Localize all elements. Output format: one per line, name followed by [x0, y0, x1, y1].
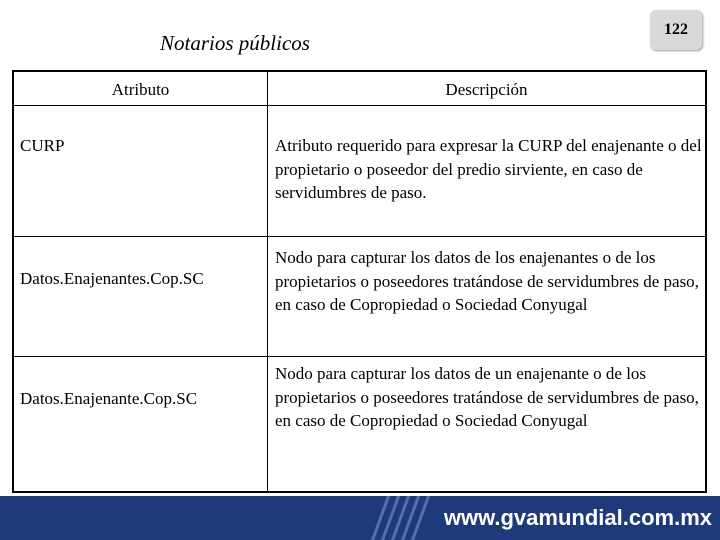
footer-url-link[interactable]: www.gvamundial.com.mx — [443, 505, 712, 530]
table-cell-description: Atributo requerido para expresar la CURP del enajenante o del propietario o poseedor del predio sirviente, en caso de servidumbres de paso. — [275, 136, 702, 202]
table-cell-description: Nodo para capturar los datos de un enajenante o de los propietarios o poseedores tratándose de servidumbres de paso, en caso de Copropiedad o Sociedad Conyugal — [275, 364, 699, 430]
header-divider — [14, 105, 705, 106]
header-attribute: Atributo — [111, 80, 170, 99]
page-title: Notarios públicos — [160, 31, 310, 55]
table-cell-attribute: Datos.Enajenante.Cop.SC — [20, 389, 198, 408]
row-divider — [14, 356, 705, 357]
footer-decoration — [370, 496, 430, 540]
table-cell-attribute: CURP — [20, 136, 65, 155]
column-divider — [267, 72, 268, 491]
attributes-table — [12, 70, 707, 493]
page-number-badge: 122 — [650, 10, 702, 50]
row-divider — [14, 236, 705, 237]
header-description: Descripción — [445, 80, 528, 99]
table-cell-attribute: Datos.Enajenantes.Cop.SC — [20, 269, 204, 288]
table-cell-description: Nodo para capturar los datos de los enajenantes o de los propietarios o poseedores tratándose de servidumbres de paso, en caso de Copropiedad o Sociedad Conyugal — [275, 248, 699, 314]
